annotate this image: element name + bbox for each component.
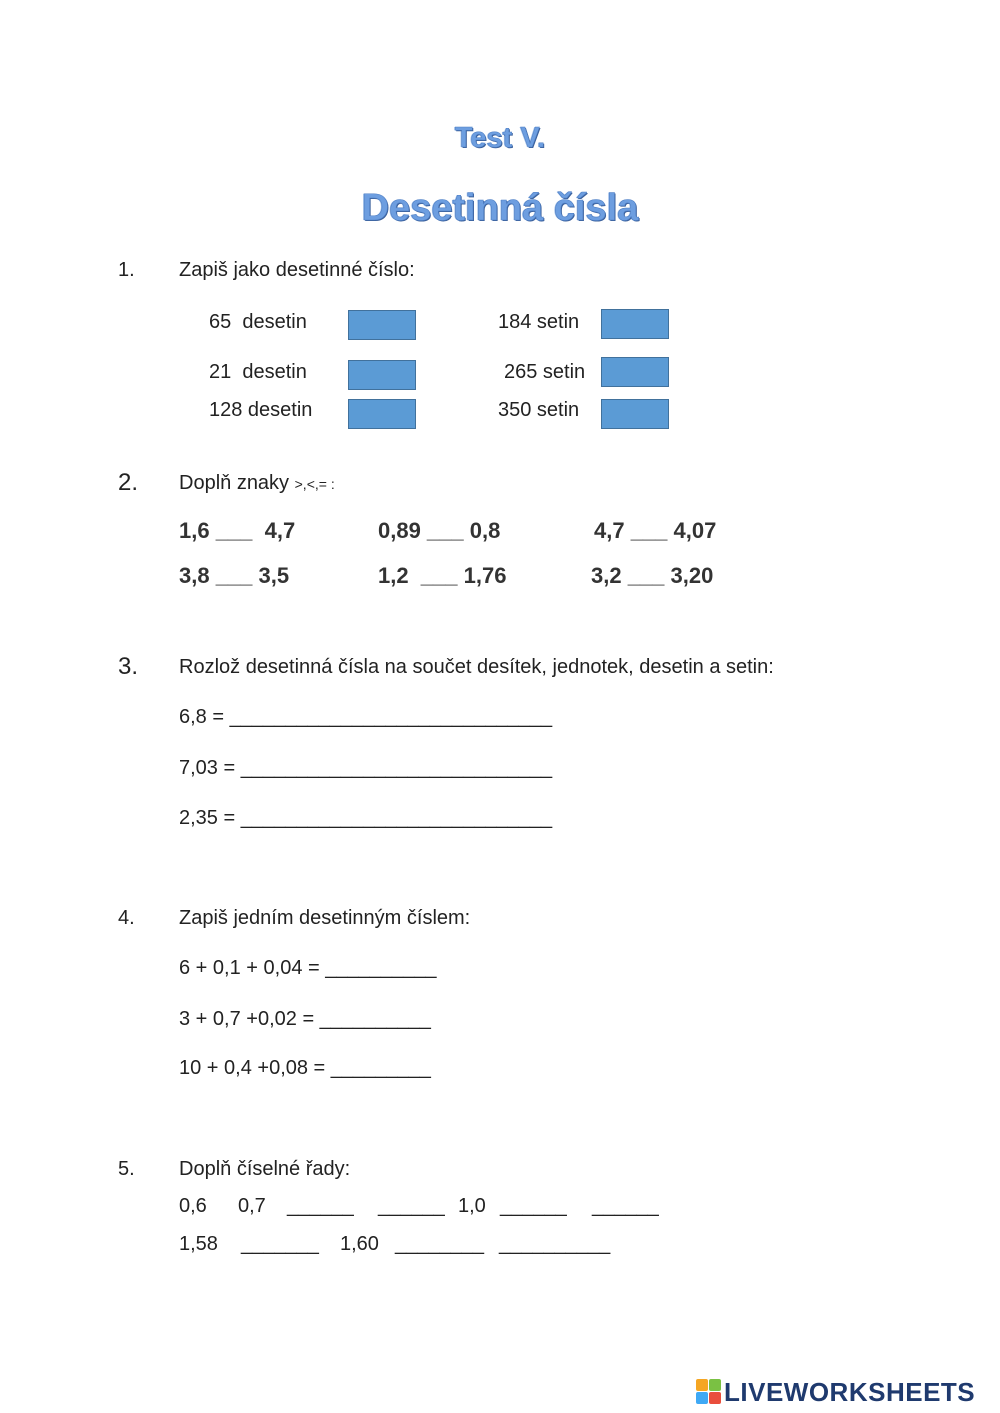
- q5-row1-blank-2[interactable]: ______: [378, 1195, 445, 1217]
- q1-right-item-3: 350 setin: [498, 399, 580, 421]
- q1-answer-box-5[interactable]: [348, 399, 416, 429]
- q5-row2-blank-2[interactable]: ________: [395, 1233, 484, 1255]
- q1-number: 1.: [118, 259, 135, 281]
- liveworksheets-logo-icon: [696, 1379, 722, 1405]
- q5-row1-value-3: 1,0: [458, 1195, 486, 1217]
- q1-left-item-1: 65 desetin: [209, 311, 307, 333]
- q1-answer-box-6[interactable]: [601, 399, 669, 429]
- q1-right-item-2: 265 setin: [504, 361, 586, 383]
- q1-prompt: Zapiš jako desetinné číslo:: [179, 259, 415, 281]
- q5-row1-value-1: 0,6: [179, 1195, 207, 1217]
- q1-answer-box-2[interactable]: [601, 309, 669, 339]
- q3-line-2[interactable]: 7,03 = ____________________________: [179, 757, 553, 779]
- q2-row2-item-2[interactable]: 1,2 ___ 1,76: [378, 563, 507, 588]
- test-title: Test V.: [454, 122, 546, 154]
- q4-prompt: Zapiš jedním desetinným číslem:: [179, 907, 471, 929]
- q2-row2-item-1[interactable]: 3,8 ___ 3,5: [179, 563, 290, 588]
- q2-row1-item-2[interactable]: 0,89 ___ 0,8: [378, 518, 501, 543]
- q5-row1-blank-4[interactable]: ______: [592, 1195, 659, 1217]
- q5-row2-value-1: 1,58: [179, 1233, 218, 1255]
- q3-line-1[interactable]: 6,8 = _____________________________: [179, 706, 553, 728]
- q1-answer-box-1[interactable]: [348, 310, 416, 340]
- q5-row1-value-2: 0,7: [238, 1195, 266, 1217]
- q1-answer-box-3[interactable]: [348, 360, 416, 390]
- q2-row1-item-1[interactable]: 1,6 ___ 4,7: [179, 518, 296, 543]
- q2-prompt-text: Doplň znaky: [179, 472, 295, 494]
- q1-answer-box-4[interactable]: [601, 357, 669, 387]
- q5-row2-blank-1[interactable]: _______: [241, 1233, 319, 1255]
- topic-title: Desetinná čísla: [361, 187, 639, 229]
- q1-left-item-3: 128 desetin: [209, 399, 313, 421]
- q4-line-3[interactable]: 10 + 0,4 +0,08 = _________: [179, 1057, 431, 1079]
- q2-row2-item-3[interactable]: 3,2 ___ 3,20: [591, 563, 714, 588]
- q1-right-item-1: 184 setin: [498, 311, 580, 333]
- q4-number: 4.: [118, 907, 135, 929]
- q5-row1-blank-3[interactable]: ______: [500, 1195, 567, 1217]
- q4-line-1[interactable]: 6 + 0,1 + 0,04 = __________: [179, 957, 437, 979]
- q1-left-item-2: 21 desetin: [209, 361, 307, 383]
- q3-number: 3.: [118, 653, 139, 680]
- q2-prompt: [179, 472, 335, 495]
- q2-prompt-signs: >,<,= :: [294, 476, 335, 492]
- q5-prompt: Doplň číselné řady:: [179, 1158, 351, 1180]
- liveworksheets-logo: [696, 1377, 975, 1407]
- q2-number: 2.: [118, 469, 139, 496]
- q5-number: 5.: [118, 1158, 135, 1180]
- liveworksheets-brand-text: LIVEWORKSHEETS: [724, 1376, 976, 1407]
- q3-line-3[interactable]: 2,35 = ____________________________: [179, 807, 553, 829]
- q4-line-2[interactable]: 3 + 0,7 +0,02 = __________: [179, 1008, 431, 1030]
- q5-row2-blank-3[interactable]: __________: [499, 1233, 611, 1255]
- q3-prompt: Rozlož desetinná čísla na součet desítek, jednotek, desetin a setin:: [179, 656, 774, 678]
- q5-row1-blank-1[interactable]: ______: [287, 1195, 354, 1217]
- q2-row1-item-3[interactable]: 4,7 ___ 4,07: [594, 518, 717, 543]
- q5-row2-value-2: 1,60: [340, 1233, 379, 1255]
